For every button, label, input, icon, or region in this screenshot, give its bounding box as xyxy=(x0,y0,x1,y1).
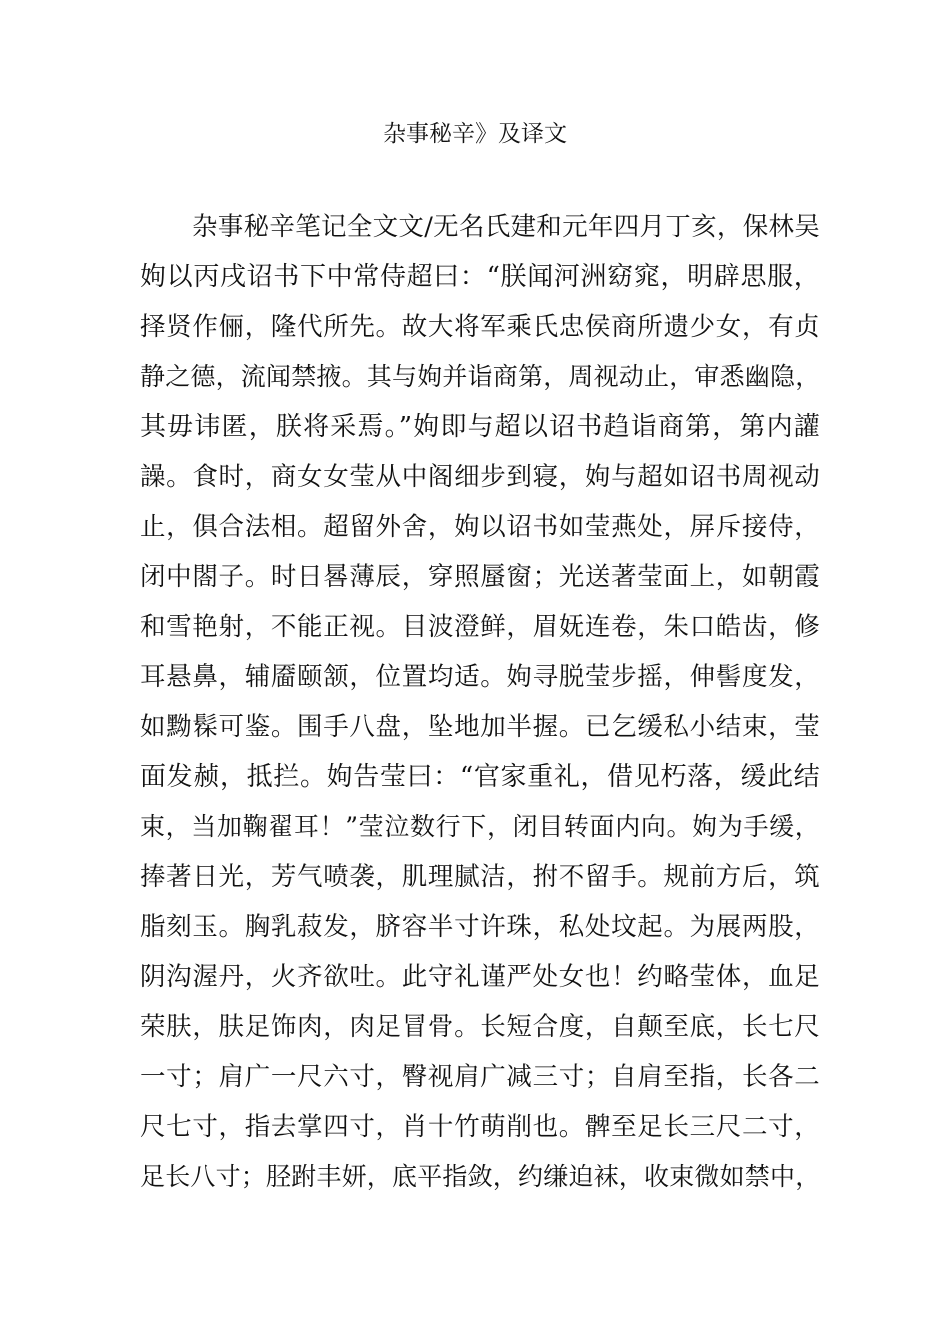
text-line: 脂刻玉。胸乳菽发，脐容半寸许珠，私处坟起。为展两股， xyxy=(140,912,820,942)
text-line: 荣肤，肤足饰肉，肉足冒骨。长短合度，自颠至底，长七尺 xyxy=(140,1012,820,1042)
text-line: 一寸；肩广一尺六寸，臀视肩广减三寸；自肩至指，长各二 xyxy=(140,1062,820,1092)
body-text xyxy=(140,207,820,1207)
text-line: 耳悬鼻，辅靥颐颔，位置均适。姁寻脱莹步摇，伸髻度发， xyxy=(140,662,820,692)
text-line: 捧著日光，芳气喷袭，肌理腻洁，拊不留手。规前方后，筑 xyxy=(140,862,820,892)
text-line: 静之德，流闻禁掖。其与姁并诣商第，周视动止，审悉幽隐， xyxy=(140,362,821,391)
text-line: 足长八寸；胫跗丰妍，底平指敛，约缣迫袜，收束微如禁中， xyxy=(140,1162,821,1191)
text-line: 其毋讳匿，朕将采焉。”姁即与超以诏书趋诣商第，第内讙 xyxy=(140,412,820,442)
text-line: 尺七寸，指去掌四寸，肖十竹萌削也。髀至足长三尺二寸， xyxy=(140,1112,820,1142)
text-line: 譟。食时，商女女莹从中阁细步到寝，姁与超如诏书周视动 xyxy=(140,462,820,492)
text-line: 面发赪，抵拦。姁告莹曰：“官家重礼，借见朽落，缓此结 xyxy=(140,762,820,792)
text-line: 姁以丙戌诏书下中常侍超曰：“朕闻河洲窈窕，明辟思服， xyxy=(140,262,820,292)
text-line: 止，俱合法相。超留外舍，姁以诏书如莹燕处，屏斥接侍， xyxy=(140,512,820,542)
text-line: 如黝髹可鉴。围手八盘，坠地加半握。已乞缓私小结束，莹 xyxy=(140,712,820,742)
text-line: 和雪艳射，不能正视。目波澄鲜，眉妩连卷，朱口皓齿，修 xyxy=(140,612,820,642)
text-line: 束，当加鞠翟耳！”莹泣数行下，闭目转面内向。姁为手缓， xyxy=(140,812,820,841)
text-line: 杂事秘辛笔记全文文/无名氏建和元年四月丁亥，保林吴 xyxy=(192,212,820,242)
text-line: 阴沟渥丹，火齐欲吐。此守礼谨严处女也！约略莹体，血足 xyxy=(140,962,820,992)
text-line: 闭中閤子。时日晷薄辰，穿照蜃窗；光送著莹面上，如朝霞 xyxy=(140,562,820,592)
text-line: 择贤作俪，隆代所先。故大将军乘氏忠侯商所遗少女，有贞 xyxy=(140,312,820,342)
document-title: 杂事秘辛》及译文 xyxy=(383,121,567,147)
